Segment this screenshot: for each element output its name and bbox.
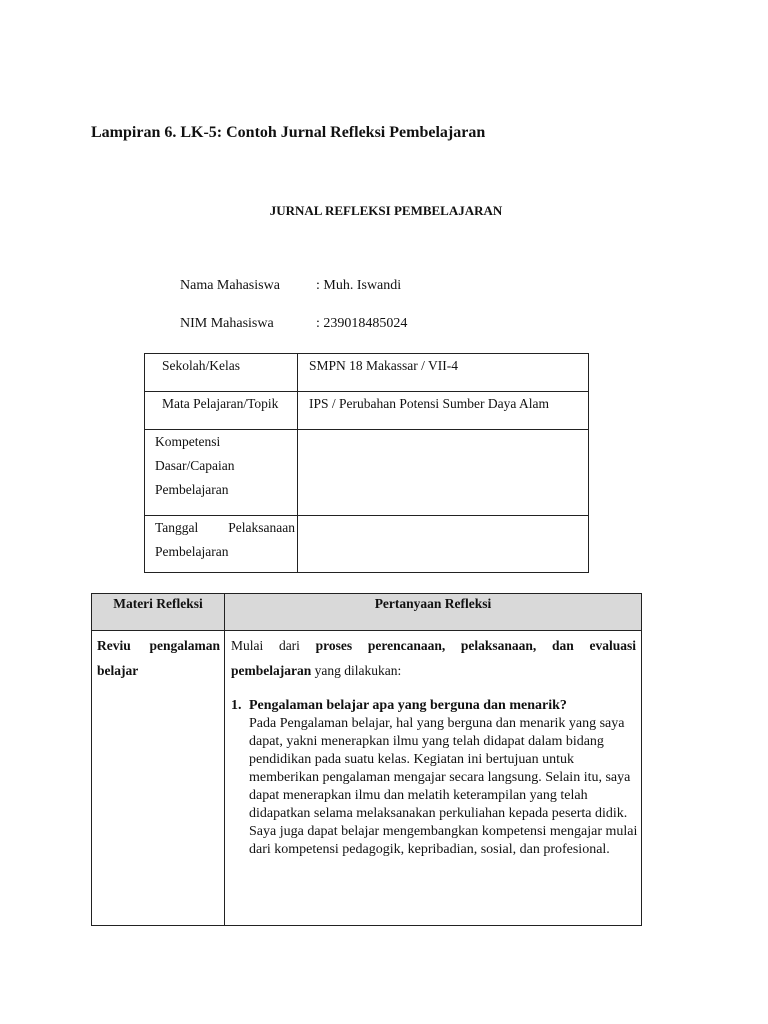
reviu-label-cell	[92, 631, 225, 926]
intro-bold-word: dan	[552, 638, 574, 653]
intro-bold-word: evaluasi	[589, 638, 636, 653]
intro-word: Mulai	[231, 638, 264, 653]
sekolah-value: SMPN 18 Makassar / VII-4	[309, 358, 458, 373]
nim-mahasiswa-value: : 239018485024	[316, 316, 408, 331]
table-row	[92, 631, 642, 926]
reflection-table	[91, 593, 642, 926]
sekolah-value-cell	[298, 354, 589, 392]
mapel-value: IPS / Perubahan Potensi Sumber Daya Alam	[309, 396, 549, 411]
mapel-value-cell	[298, 392, 589, 430]
intro-line2	[231, 658, 638, 683]
mapel-label: Mata Pelajaran/Topik	[162, 396, 279, 411]
intro-bold-word: pelaksanaan,	[460, 638, 537, 653]
page-heading: Lampiran 6. LK-5: Contoh Jurnal Refleksi Pembelajaran	[91, 124, 486, 141]
table-row	[145, 354, 589, 392]
question-answer: Pada Pengalaman belajar, hal yang berguna dan menarik yang saya dapat, yakni menerapkan ilmu yang telah didapat dalam bidang pendidikan pada suatu kelas. Kegiatan ini bertujuan untuk memberikan pengalaman mengajar secara langsung. Selain itu, saya dapat menerapkan ilmu dan melatih keterampilan yang telah didapatkan selama melaksanakan perkuliahan kepada peserta didik. Saya juga dapat belajar mengembangkan kompetensi mengajar mulai dari kompetensi pedagogik, kepribadian, sosial, dan profesional.	[249, 716, 638, 857]
pertanyaan-content-cell	[225, 631, 642, 926]
kompetensi-label-line3: Pembelajaran	[155, 482, 229, 497]
tanggal-label-word1: Tanggal	[155, 520, 199, 535]
sekolah-label: Sekolah/Kelas	[162, 358, 240, 373]
intro-line1	[231, 633, 638, 658]
sekolah-label-cell	[145, 354, 298, 392]
intro-bold-word: proses	[315, 638, 353, 653]
nim-mahasiswa-label: NIM Mahasiswa	[180, 316, 274, 331]
kompetensi-label-cell	[145, 430, 298, 516]
table-row	[145, 392, 589, 430]
tanggal-value-cell	[298, 516, 589, 573]
materi-refleksi-header	[92, 594, 225, 631]
nama-mahasiswa-value: : Muh. Iswandi	[316, 278, 402, 293]
materi-refleksi-header-text: Materi Refleksi	[113, 596, 203, 611]
reviu-label-line2: belajar	[97, 663, 139, 678]
intro-bold-word: perencanaan,	[367, 638, 446, 653]
table-row	[145, 430, 589, 516]
pertanyaan-refleksi-header-text: Pertanyaan Refleksi	[374, 596, 492, 611]
nama-mahasiswa-label: Nama Mahasiswa	[180, 278, 280, 293]
intro-tail: yang dilakukan:	[311, 663, 402, 678]
kompetensi-value-cell	[298, 430, 589, 516]
mapel-label-cell	[145, 392, 298, 430]
tanggal-label-line2: Pembelajaran	[155, 544, 229, 559]
kompetensi-label-line2: Dasar/Capaian	[155, 458, 235, 473]
document-title: JURNAL REFLEKSI PEMBELAJARAN	[269, 203, 503, 218]
intro-bold-line2: pembelajaran	[231, 663, 312, 678]
pertanyaan-refleksi-header	[225, 594, 642, 631]
table-row	[145, 516, 589, 573]
info-table	[144, 353, 589, 573]
question-number: 1.	[231, 698, 242, 713]
kompetensi-label-line1: Kompetensi	[155, 434, 221, 449]
intro-word: dari	[278, 638, 300, 653]
tanggal-label-cell	[145, 516, 298, 573]
table-header-row	[92, 594, 642, 631]
tanggal-label-word2: Pelaksanaan	[228, 520, 295, 535]
reviu-label-word1: Reviu	[97, 638, 131, 653]
list-item	[231, 697, 638, 859]
question-list	[231, 697, 638, 859]
question-title: Pengalaman belajar apa yang berguna dan menarik?	[249, 698, 567, 713]
reviu-label-word2: pengalaman	[149, 638, 220, 653]
